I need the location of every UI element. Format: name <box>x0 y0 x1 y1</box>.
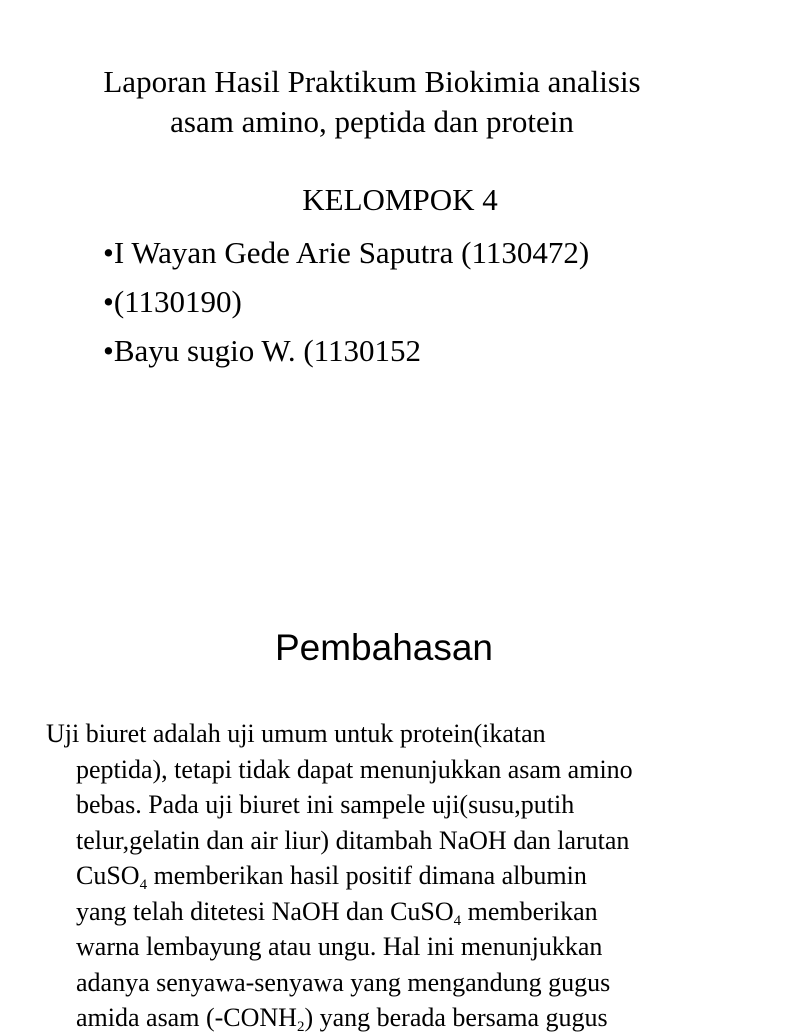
list-item <box>103 228 589 277</box>
chem-formula: CuSO <box>76 861 140 890</box>
paragraph-line: adanya senyawa-senyawa yang mengandung gugus <box>76 967 611 997</box>
member-name: I Wayan Gede Arie Saputra (1130472) <box>113 235 590 270</box>
paragraph-line: yang telah ditetesi NaOH dan CuSO$_4$ memberikan <box>76 896 598 929</box>
bullet-icon: • <box>103 284 114 319</box>
bullet-icon: • <box>103 235 114 270</box>
discussion-paragraph <box>46 716 726 1036</box>
paragraph-line: telur,gelatin dan air liur) ditambah NaOH dan larutan <box>76 825 630 855</box>
section-title: Pembahasan <box>274 627 494 668</box>
paragraph-line: warna lembayung atau ungu. Hal ini menunjukkan <box>76 932 603 961</box>
member-list <box>103 228 589 375</box>
paragraph-line: bebas. Pada uji biuret ini sampele uji(susu,putih <box>76 790 575 819</box>
slide-discussion <box>0 576 768 1035</box>
group-label: KELOMPOK 4 <box>302 182 498 217</box>
member-name: Bayu sugio W. (1130152 <box>113 333 421 368</box>
list-item <box>103 277 589 326</box>
report-title <box>40 62 704 142</box>
member-name: (1130190) <box>113 284 242 319</box>
report-title-line-1: Laporan Hasil Praktikum Biokimia analisis <box>103 64 641 99</box>
subscript: 2 <box>296 1019 305 1035</box>
subscript: 4 <box>453 912 462 929</box>
paragraph-line: amida asam $(-CONH_2)$ yang berada bersama gugus <box>76 1003 608 1035</box>
paragraph-line: Uji biuret adalah uji umum untuk protein(ikatan <box>46 719 546 748</box>
bullet-icon: • <box>103 333 114 368</box>
report-title-line-2: asam amino, peptida dan protein <box>170 104 574 139</box>
subscript: 4 <box>139 877 148 893</box>
paragraph-line: peptida), tetapi tidak dapat menunjukkan asam amino <box>76 754 633 784</box>
paragraph-line: CuSO$_4$ memberikan hasil positif dimana albumin <box>76 861 587 893</box>
list-item <box>103 326 589 375</box>
